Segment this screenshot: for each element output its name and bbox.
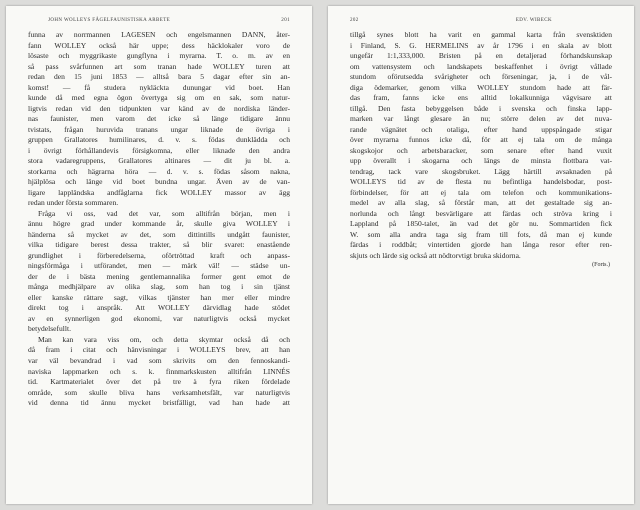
text-line: om vattensystem och landskapets beskaffenhet i övrigt vållade: [350, 61, 612, 71]
text-line: ännu högre grad under kommande år, skulle giva WOLLEY i: [28, 219, 290, 229]
text-line: der de i bästa mening gentlemannalika former gent emot de: [28, 271, 290, 281]
text-line: ungefär 1:1,333,000. Bristen på en detaljerad förhandskunskap: [350, 51, 612, 61]
text-line: ligare lappländska andfåglarna fick WOLLEY massor av ägg: [28, 187, 290, 197]
text-line: naviska lappmarken och s. k. finnmarkskusten alltifrån LINNÉS: [28, 366, 290, 376]
text-line: WOLLEYS tid av de flesta nu befintliga handelsbodar, post-: [350, 177, 612, 187]
left-page-number: 201: [281, 18, 290, 23]
text-line: skjuts och lärde sig också att nödtorvtigt bruka skidorna.: [350, 250, 521, 260]
text-line: storkarna och hägrarna höra — d. v. s. födas såsom nakna,: [28, 166, 290, 176]
text-line: Lappland på 1850-talet, än vad det gör nu. Sommartiden fick: [350, 219, 612, 229]
text-line: av en synnerligen god ekonomi, var naturligtvis också mycket: [28, 313, 290, 323]
right-running-head: [350, 18, 612, 23]
continued-note: (Forts.): [592, 262, 610, 269]
text-line: lösaste och myggrikaste gungflyna i myrarna. T. o. m. av en: [28, 51, 290, 61]
text-line: gruppen Grallatores humilinares, d. v. s. födas dunklädda och: [28, 135, 290, 145]
text-line: das fram, fanns icke ens alltid lokalkunniga vägvisare att: [350, 93, 612, 103]
text-line: tillgå synes blott ha varit en gammal karta från svensktiden: [350, 30, 612, 39]
text-line: betydelsefullt.: [28, 324, 71, 334]
text-line: komst! — få studera nykläckta dunungar vid boet. Han: [28, 82, 290, 92]
text-line: tid. Kartmaterialet över det på tre à fyra riken fördelade: [28, 377, 290, 387]
text-line: färdas i roddbåt; vintertiden gjorde han långa resor efter ren-: [350, 240, 612, 250]
text-line: W. som alla andra taga sig fram till fots, då man ej kunde: [350, 229, 612, 239]
text-line: stora vadaregruppens, Grallatores altinares — dit ju bl. a.: [28, 156, 290, 166]
right-running-head-title: EDV. WIBECK: [515, 18, 552, 23]
text-line: Fråga vi oss, vad det var, som alltifrån början, men i: [38, 208, 290, 218]
text-line: i Finland, S. G. HERMELINS av år 1796 i en skala av blott: [350, 40, 612, 50]
text-line: grundlighet i förberedelserna, oförtröttad kraft och anpass-: [28, 250, 290, 260]
left-page: [6, 6, 312, 504]
text-line: Man kan vara viss om, och detta skymtar också då och: [38, 334, 290, 344]
left-running-head: [28, 18, 290, 23]
text-line: redan under första sommaren.: [28, 198, 119, 208]
text-line: vilka tidigare berest dessa trakter, så blir svaret: enastående: [28, 240, 290, 250]
text-line: ningsförmåga i utförandet, men — märk väl! — städse un-: [28, 261, 290, 271]
text-line: rande vägnätet och otaliga, efter hand uppspångade stigar: [350, 124, 612, 134]
text-line: tvistats, frågan huruvida tranans ungar liknade de övriga i: [28, 124, 290, 134]
text-line: område, som skulle bliva hans verksamhetsfält, var naturligtvis: [28, 387, 290, 397]
right-page-number: 202: [350, 18, 359, 23]
text-line: hjälplösa och länge vid boet bundna ungar. Även av de van-: [28, 177, 290, 187]
text-line: var väl bevandrad i vad som skrivits om den fennoskandi-: [28, 355, 290, 365]
text-line: diga ödemarker, genom vilka WOLLEY stundom hade att fär-: [350, 82, 612, 92]
text-line: eller kanske rättare sagt, vilkas tjänster han mer eller mindre: [28, 292, 290, 302]
text-line: norlunda och långt besvärligare att färdas och ströva kring i: [350, 208, 612, 218]
text-line: vid denna tid ännu mycket bristfälligt, vad han hade att: [28, 398, 290, 408]
text-line: redan den 15 juni 1853 — alltså bara 5 dagar efter sin an-: [28, 72, 290, 82]
text-line: över myrarna funnos icke då, för att ej tala om de många: [350, 135, 612, 145]
text-line: tendrag, tack vare skogsbruket. Lägg härtill avsaknaden på: [350, 166, 612, 176]
text-line: så pass svårfunnen art som tranan hade WOLLEY turen att: [28, 61, 290, 71]
right-page: [328, 6, 634, 504]
right-body-text: [350, 30, 612, 261]
text-line: medel av alla slag, så förstår man, att det gestaltade sig an-: [350, 198, 612, 208]
text-line: skogskojor och arbetsbaracker, som senare efter hand vuxit: [350, 145, 612, 155]
text-line: kunde då med egna ögon övertyga sig om en sak, som natur-: [28, 93, 290, 103]
text-line: händerna så mycket av det, som dittintills undgått faunister,: [28, 229, 290, 239]
left-body-text: [28, 30, 290, 409]
text-line: stundom oförutsedda svårigheter och förseningar, ja, i de vål-: [350, 72, 612, 82]
text-line: många medhjälpare av olika slag, som han tog i sin tjänst: [28, 282, 290, 292]
text-line: ligtvis redan vid den tidpunkten var känd av de nordiska länder-: [28, 103, 290, 113]
text-line: tillgå. Den fasta bebyggelsen både i svenska och finska lapp-: [350, 103, 612, 113]
text-line: då fram i citat och hänvisningar i WOLLEYS brev, att han: [28, 345, 290, 355]
text-line: nas faunister, men varom det icke så länge tidigare ännu: [28, 114, 290, 124]
left-running-head-title: JOHN WOLLEYS FÅGELFAUNISTISKA ARBETE: [48, 18, 171, 23]
text-line: upp överallt i skogarna och längs de minsta flottbara vat-: [350, 156, 612, 166]
text-line: direkt tog i anspråk. Att WOLLEY därvidlag hade stödet: [28, 303, 290, 313]
text-line: förbindelser, för att ej tala om telefon och kommunikations-: [350, 187, 612, 197]
text-line: marken var långt glesare än nu; större delen av det nuva-: [350, 114, 612, 124]
text-line: i övrigt förhållandevis försigkomna, eller liknade den andra: [28, 145, 290, 155]
text-line: funna av norrmannen LAGESEN och engelsmannen DANN, åter-: [28, 30, 290, 39]
text-line: fann WOLLEY också här uppe; dess häcklokaler voro de: [28, 40, 290, 50]
